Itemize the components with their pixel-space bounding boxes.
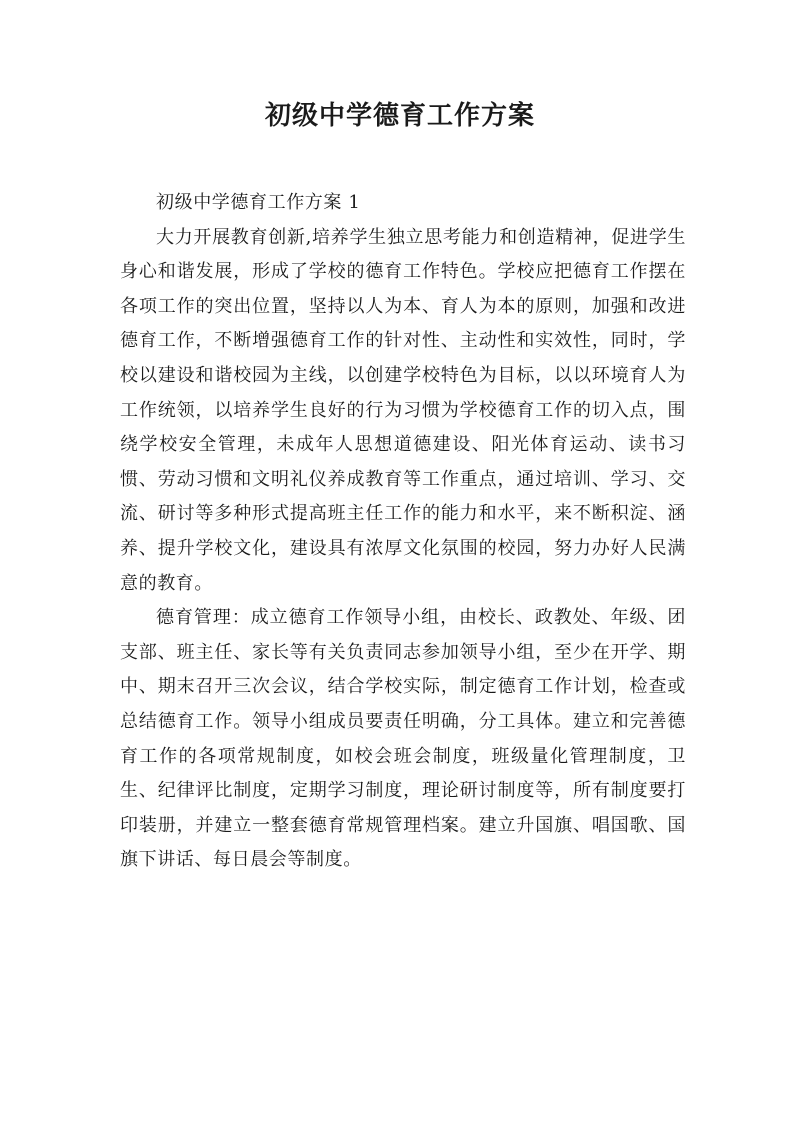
section-heading: 初级中学德育工作方案 1 bbox=[156, 192, 361, 213]
paragraph-management: 德育管理：成立德育工作领导小组，由校长、政教处、年级、团支部、班主任、家长等有关负责同志参加领导小组，至少在开学、期中、期末召开三次会议，结合学校实际，制定德育工作计划，检查或总结德育工作。领导小组成员要责任明确，分工具体。建立和完善德育工作的各项常规制度，如校会班会制度，班级量化管理制度，卫生、纪律评比制度，定期学习制度，理论研讨制度等，所有制度要打印装册，并建立一整套德育常规管理档案。建立升国旗、唱国歌、国旗下讲话、每日晨会等制度。 bbox=[120, 607, 686, 871]
paragraph-intro: 大力开展教育创新,培养学生独立思考能力和创造精神，促进学生身心和谐发展，形成了学校的德育工作特色。学校应把德育工作摆在各项工作的突出位置，坚持以人为本、育人为本的原则，加强和改进德育工作，不断增强德育工作的针对性、主动性和实效性，同时，学校以建设和谐校园为主线，以创建学校特色为目标，以以环境育人为工作统领，以培养学生良好的行为习惯为学校德育工作的切入点，围绕学校安全管理，未成年人思想道德建设、阳光体育运动、读书习惯、劳动习惯和文明礼仪养成教育等工作重点，通过培训、学习、交流、研讨等多种形式提高班主任工作的能力和水平，来不断积淀、涵养、提升学校文化，建设具有浓厚文化氛围的校园，努力办好人民满意的教育。 bbox=[120, 226, 686, 594]
document-body bbox=[120, 186, 686, 878]
document-title: 初级中学德育工作方案 bbox=[264, 101, 535, 131]
